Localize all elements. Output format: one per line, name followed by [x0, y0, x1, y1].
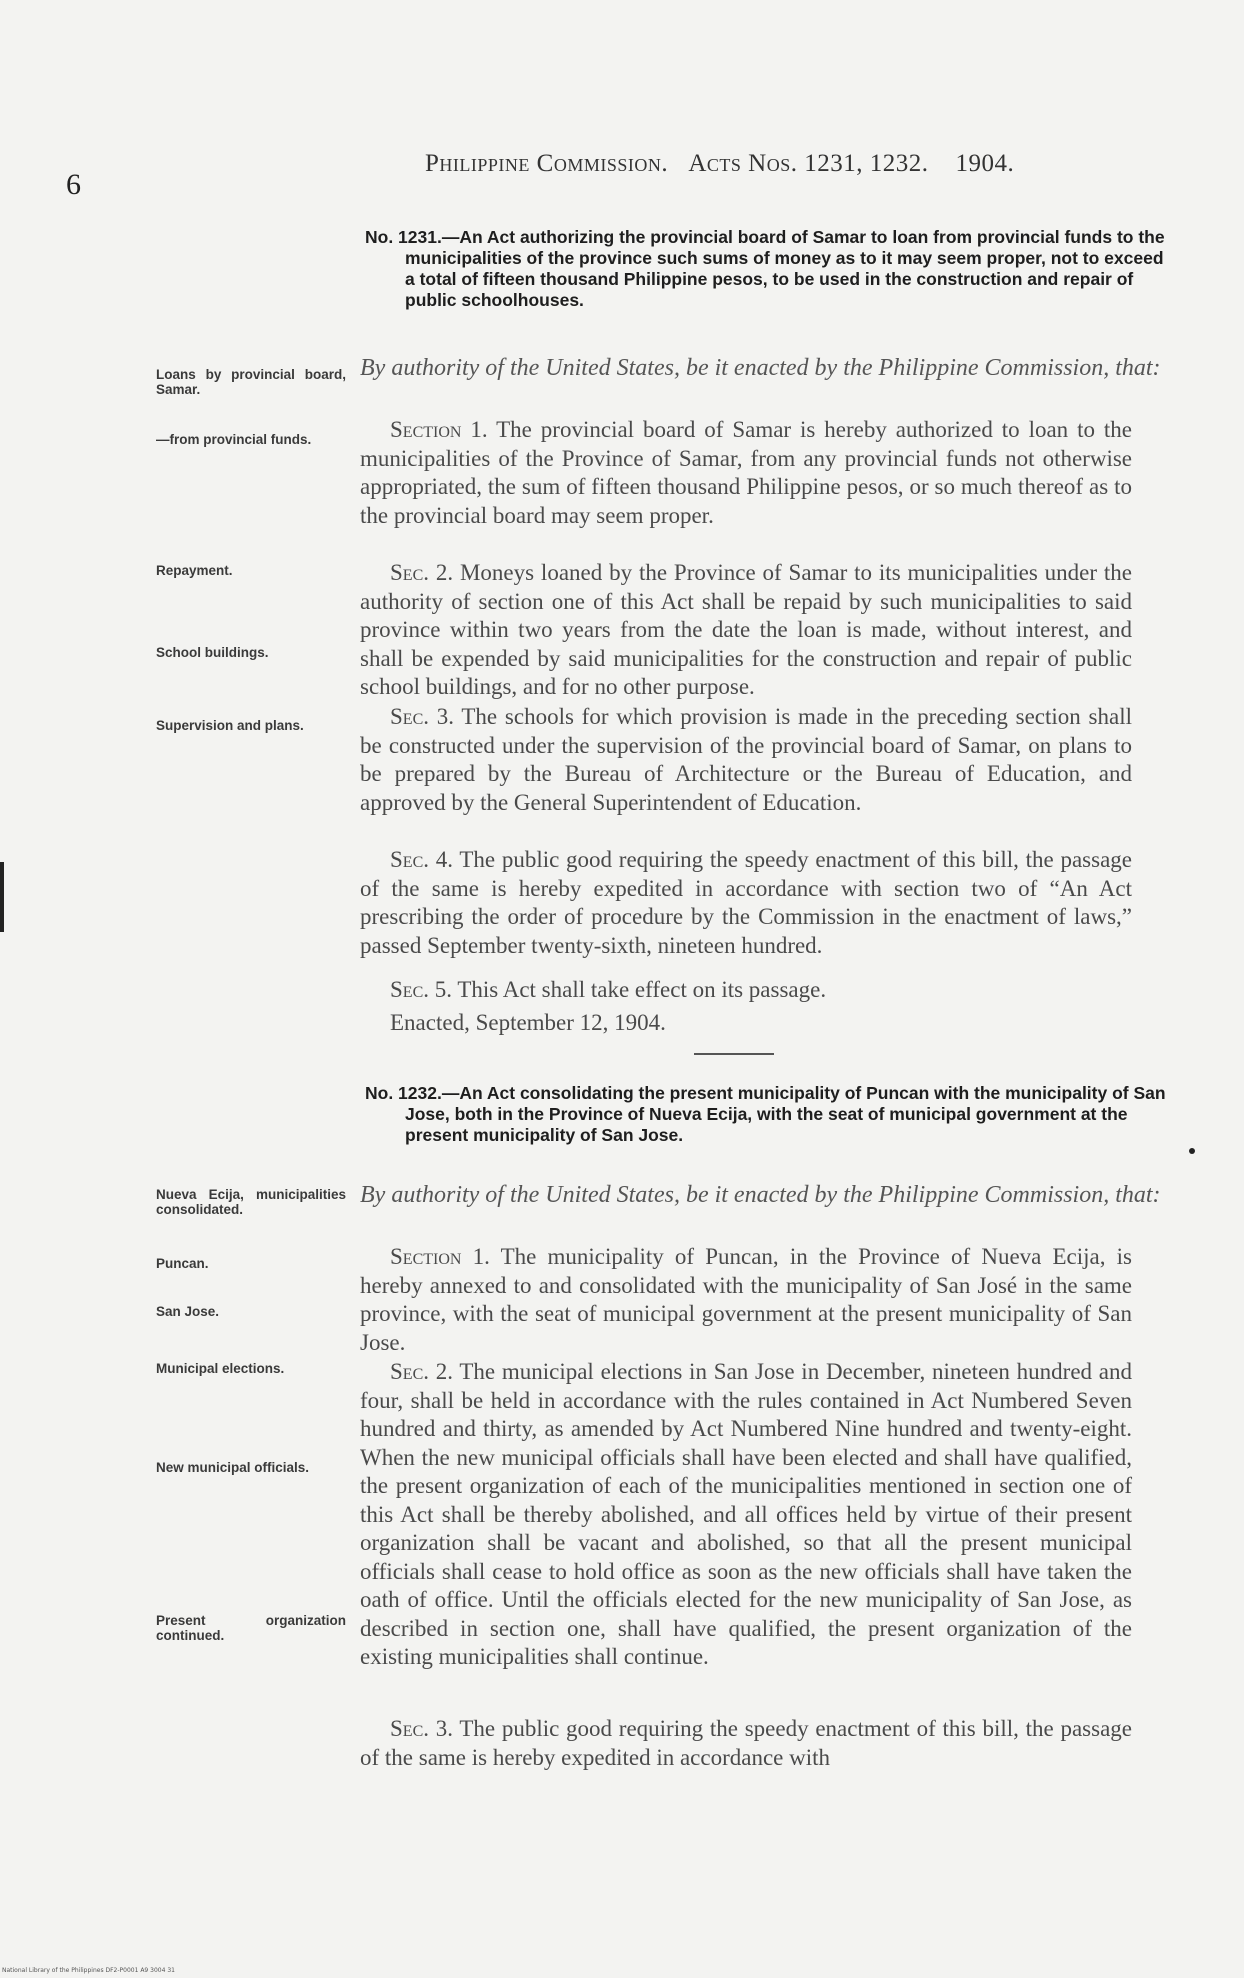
act-1232-section-3 [360, 1715, 1132, 1772]
act-1232-section-2-text: The municipal elections in San Jose in December, nineteen hundred and four, shall be held in accordance with the rules contained in Act Numbered Seven hundred and thirty, as amended by Act Numbered Nine hundred and twenty-eight. When the new municipal officials shall have been elected and shall have qualified, the present organization of each of the municipalities mentioned in section one of this Act shall be thereby abolished, and all offices held by virtue of their present organization shall be vacant and abolished, so that all the present municipal officials shall cease to hold office as soon as the new officials shall have taken the oath of office. Until the officials elected for the new municipality of San Jose, as described in section one, shall have qualified, the present organization of the existing municipalities shall continue. [360, 1359, 1132, 1669]
running-head-year: 1904. [955, 150, 1015, 177]
act-1231-section-1-label: Section 1. [390, 417, 488, 442]
section-divider [694, 1053, 774, 1055]
margin-note-from-funds: —from provincial funds. [156, 432, 312, 447]
margin-note-puncan: Puncan. [156, 1256, 209, 1271]
act-1231-section-4-label: Sec. 4. [390, 847, 453, 872]
margin-note-school-buildings: School buildings. [156, 645, 269, 660]
running-head-acts: Acts Nos. 1231, 1232. [688, 150, 929, 177]
margin-note-loans: Loans by provincial board, Samar. [156, 367, 346, 397]
act-1231-section-4 [360, 846, 1132, 960]
act-1231-section-3 [360, 703, 1132, 817]
act-1231-title: No. 1231.—An Act authorizing the provincial board of Samar to loan from provincial funds to the municipalities of the province such sums of money as to it may seem proper, not to exceed a total of fifteen thousand Philippine pesos, to be used in the construction and repair of public schoolhouses. [365, 227, 1165, 310]
act-1232-section-2 [360, 1358, 1132, 1672]
act-1232-section-1-label: Section 1. [390, 1244, 490, 1269]
act-1232-section-2-label: Sec. 2. [390, 1359, 453, 1384]
act-1231-section-1 [360, 416, 1132, 530]
margin-note-new-officials: New municipal officials. [156, 1460, 310, 1475]
margin-note-repayment: Repayment. [156, 563, 233, 578]
act-1231-section-2-text: Moneys loaned by the Province of Samar to its municipalities under the authority of section one of this Act shall be repaid by such municipalities to said province within two years from the date the loan is made, without interest, and shall be expended by said municipalities for the construction and repair of public school buildings, and for no other purpose. [360, 560, 1132, 699]
margin-note-nueva-ecija: Nueva Ecija, municipalities consolidated. [156, 1187, 346, 1217]
act-1231-section-4-text: The public good requiring the speedy enactment of this bill, the passage of the same is hereby expedited in accordance with section two of “An Act prescribing the order of procedure by the Commission in the enactment of laws,” passed September twenty-sixth, nineteen hundred. [360, 847, 1132, 958]
act-1231-enacting-clause: By authority of the United States, be it enacted by the Philippine Commission, that: [360, 355, 1161, 381]
margin-note-san-jose: San Jose. [156, 1304, 220, 1319]
act-1232-section-3-text: The public good requiring the speedy enactment of this bill, the passage of the same is hereby expedited in accordance with [360, 1716, 1132, 1770]
act-1231-enacted-date: Enacted, September 12, 1904. [390, 1010, 666, 1035]
running-head [425, 150, 1105, 178]
act-1231-section-5-label: Sec. 5. [390, 977, 452, 1002]
running-head-commission: Philippine Commission. [425, 150, 669, 177]
act-1231-section-1-text: The provincial board of Samar is hereby authorized to loan to the municipalities of the Province of Samar, from any provincial funds not otherwise appropriated, the sum of fifteen thousand Philippine pesos, or so much thereof as to the provincial board may seem proper. [360, 417, 1132, 528]
act-1232-enacting-clause: By authority of the United States, be it enacted by the Philippine Commission, that: [360, 1182, 1161, 1208]
act-1231-section-5-text: This Act shall take effect on its passage. [452, 977, 827, 1002]
scan-speck [1189, 1148, 1195, 1154]
act-1232-title: No. 1232.—An Act consolidating the present municipality of Puncan with the municipality of San Jose, both in the Province of Nueva Ecija, with the seat of municipal government at the present municipality of San Jose. [365, 1083, 1166, 1145]
margin-note-present-organization: Present organization continued. [156, 1613, 346, 1643]
act-1232-section-1 [360, 1243, 1132, 1357]
margin-note-municipal-elections: Municipal elections. [156, 1361, 285, 1376]
act-1231-section-3-text: The schools for which provision is made in the preceding section shall be constructed under the supervision of the provincial board of Samar, on plans to be prepared by the Bureau of Architecture or the Bureau of Education, and approved by the General Superintendent of Education. [360, 704, 1132, 815]
scan-footer: National Library of the Philippines DF2-P0001 A9 3004 31 [2, 1967, 175, 1974]
page-number: 6 [66, 168, 81, 201]
margin-note-supervision: Supervision and plans. [156, 718, 304, 733]
act-1231-section-2-label: Sec. 2. [390, 560, 454, 585]
act-1231-section-5 [360, 976, 1132, 1005]
scan-edge-mark [0, 862, 4, 932]
act-1232-section-1-text: The municipality of Puncan, in the Province of Nueva Ecija, is hereby annexed to and consolidated with the municipality of San José in the same province, with the seat of municipal government at the present municipality of San Jose. [360, 1244, 1132, 1355]
act-1231-section-3-label: Sec. 3. [390, 704, 455, 729]
act-1232-section-3-label: Sec. 3. [390, 1716, 453, 1741]
act-1231-section-2 [360, 559, 1132, 702]
